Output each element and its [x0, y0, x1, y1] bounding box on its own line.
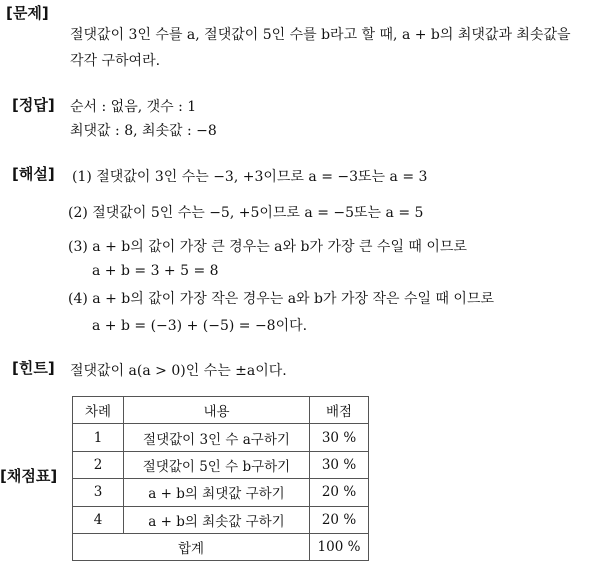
explanation-step-3: (3) a + b의 값이 가장 큰 경우는 a와 b가 가장 큰 수일 때 이므로 [68, 239, 467, 255]
row-score: 20 % [310, 479, 369, 506]
problem-label: [문제] [6, 4, 49, 22]
table-row [73, 506, 369, 533]
grading-header-row [73, 397, 369, 424]
explanation-label: [해설] [12, 165, 55, 183]
row-number: 1 [73, 424, 124, 451]
grading-table [72, 396, 369, 561]
row-content: a + b의 최댓값 구하기 [124, 479, 310, 506]
explanation-step-1: (1) 절댓값이 3인 수는 −3, +3이므로 a = −3또는 a = 3 [72, 169, 428, 185]
grading-total-score: 100 % [310, 533, 369, 560]
explanation-step-4-equation: a + b = (−3) + (−5) = −8이다. [92, 318, 308, 334]
hint-text: 절댓값이 a(a > 0)인 수는 ±a이다. [70, 363, 287, 379]
row-content: 절댓값이 3인 수 a구하기 [124, 424, 310, 451]
table-row [73, 451, 369, 478]
row-score: 30 % [310, 424, 369, 451]
explanation-step-2: (2) 절댓값이 5인 수는 −5, +5이므로 a = −5또는 a = 5 [68, 205, 424, 221]
grading-label: [채점표] [0, 467, 58, 485]
row-number: 2 [73, 451, 124, 478]
row-score: 20 % [310, 506, 369, 533]
explanation-step-4: (4) a + b의 값이 가장 작은 경우는 a와 b가 가장 작은 수일 때 이므로 [68, 291, 495, 307]
answer-line-2: 최댓값 : 8, 최솟값 : −8 [70, 123, 217, 139]
answer-line-1: 순서 : 없음, 갯수 : 1 [70, 99, 197, 115]
answer-label: [정답] [12, 96, 55, 114]
table-row [73, 479, 369, 506]
problem-line-2: 각각 구하여라. [70, 53, 161, 69]
row-score: 30 % [310, 451, 369, 478]
row-number: 4 [73, 506, 124, 533]
grading-total-row [73, 533, 369, 560]
row-number: 3 [73, 479, 124, 506]
row-content: 절댓값이 5인 수 b구하기 [124, 451, 310, 478]
explanation-step-3-equation: a + b = 3 + 5 = 8 [92, 263, 219, 279]
row-content: a + b의 최솟값 구하기 [124, 506, 310, 533]
grading-header-score: 배점 [310, 397, 369, 424]
grading-total-label: 합계 [73, 533, 310, 560]
grading-header-content: 내용 [124, 397, 310, 424]
table-row [73, 424, 369, 451]
grading-header-no: 차례 [73, 397, 124, 424]
hint-label: [힌트] [12, 359, 55, 377]
problem-line-1: 절댓값이 3인 수를 a, 절댓값이 5인 수를 b라고 할 때, a + b의 최댓값과 최솟값을 [70, 27, 571, 43]
